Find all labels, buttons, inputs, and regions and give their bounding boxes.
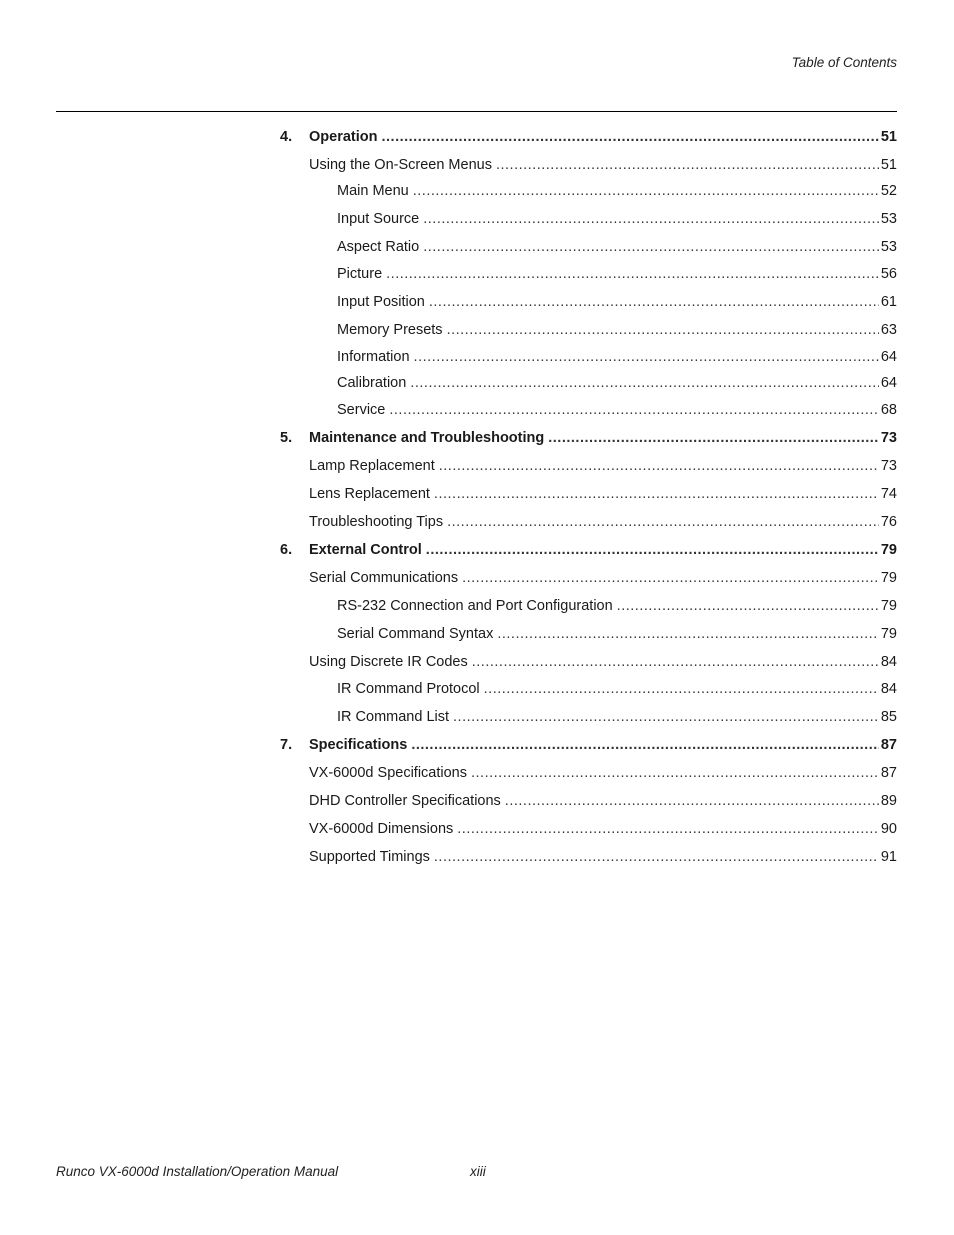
toc-dot-leader bbox=[411, 736, 879, 754]
toc-entry[interactable] bbox=[337, 321, 897, 339]
toc-entry-page: 85 bbox=[880, 709, 897, 725]
toc-dot-leader bbox=[414, 348, 879, 366]
toc-dot-leader bbox=[434, 485, 879, 503]
toc-dot-leader bbox=[462, 569, 879, 587]
toc-entry-title: Troubleshooting Tips bbox=[309, 514, 444, 530]
toc-entry-page: 73 bbox=[880, 458, 897, 474]
toc-entry-title: External Control bbox=[309, 542, 422, 558]
toc-dot-leader bbox=[423, 210, 879, 228]
toc-entry-title: IR Command Protocol bbox=[337, 681, 480, 697]
toc-entry-page: 89 bbox=[880, 793, 897, 809]
toc-entry-title: Serial Command Syntax bbox=[337, 626, 494, 642]
toc-entry-title: Specifications bbox=[309, 737, 408, 753]
toc-entry-page: 74 bbox=[880, 486, 897, 502]
toc-entry-page: 84 bbox=[880, 654, 897, 670]
toc-entry[interactable] bbox=[337, 401, 897, 419]
toc-entry[interactable] bbox=[280, 429, 897, 447]
toc-dot-leader bbox=[386, 265, 879, 283]
toc-entry-title: Supported Timings bbox=[309, 849, 430, 865]
toc-dot-leader bbox=[617, 597, 879, 615]
toc-dot-leader bbox=[471, 764, 879, 782]
toc-dot-leader bbox=[426, 541, 879, 559]
toc-entry-page: 87 bbox=[880, 737, 897, 753]
toc-dot-leader bbox=[389, 401, 879, 419]
toc-entry-title: Calibration bbox=[337, 375, 407, 391]
toc-entry[interactable] bbox=[280, 128, 897, 146]
toc-entry[interactable] bbox=[280, 541, 897, 559]
footer-manual-title: Runco VX-6000d Installation/Operation Manual bbox=[56, 1164, 339, 1179]
toc-dot-leader bbox=[497, 625, 879, 643]
toc-entry-page: 79 bbox=[880, 626, 897, 642]
toc-entry-page: 51 bbox=[880, 129, 897, 145]
toc-dot-leader bbox=[439, 457, 879, 475]
toc-entry-title: Memory Presets bbox=[337, 322, 443, 338]
toc-entry[interactable] bbox=[309, 820, 897, 838]
toc-entry[interactable] bbox=[337, 597, 897, 615]
toc-dot-leader bbox=[447, 321, 879, 339]
toc-entry[interactable] bbox=[309, 764, 897, 782]
toc-entry-number: 7. bbox=[280, 737, 293, 753]
toc-dot-leader bbox=[434, 848, 879, 866]
toc-entry-page: 53 bbox=[880, 211, 897, 227]
toc-entry[interactable] bbox=[337, 680, 897, 698]
toc-entry-page: 53 bbox=[880, 239, 897, 255]
toc-entry[interactable] bbox=[309, 792, 897, 810]
toc-dot-leader bbox=[457, 820, 879, 838]
toc-entry-number: 6. bbox=[280, 542, 293, 558]
toc-entry-page: 79 bbox=[880, 570, 897, 586]
toc-entry-title: VX-6000d Dimensions bbox=[309, 821, 454, 837]
toc-entry-number: 4. bbox=[280, 129, 293, 145]
toc-dot-leader bbox=[484, 680, 879, 698]
toc-entry-page: 87 bbox=[880, 765, 897, 781]
toc-entry[interactable] bbox=[337, 348, 897, 366]
toc-dot-leader bbox=[496, 156, 879, 174]
toc-entry[interactable] bbox=[309, 457, 897, 475]
toc-entry-page: 64 bbox=[880, 375, 897, 391]
toc-dot-leader bbox=[505, 792, 879, 810]
toc-entry-page: 79 bbox=[880, 542, 897, 558]
toc-entry[interactable] bbox=[309, 485, 897, 503]
toc-entry[interactable] bbox=[280, 736, 897, 754]
toc-entry-title: Input Source bbox=[337, 211, 420, 227]
toc-entry[interactable] bbox=[337, 374, 897, 392]
toc-entry[interactable] bbox=[337, 182, 897, 200]
toc-entry[interactable] bbox=[337, 265, 897, 283]
toc-entry-page: 64 bbox=[880, 349, 897, 365]
toc-entry-title: VX-6000d Specifications bbox=[309, 765, 467, 781]
toc-entry[interactable] bbox=[309, 513, 897, 531]
toc-entry-page: 68 bbox=[880, 402, 897, 418]
toc-entry-page: 90 bbox=[880, 821, 897, 837]
toc-dot-leader bbox=[423, 238, 879, 256]
toc-entry-title: Aspect Ratio bbox=[337, 239, 420, 255]
toc-entry-title: IR Command List bbox=[337, 709, 450, 725]
toc-entry-title: Using Discrete IR Codes bbox=[309, 654, 468, 670]
toc-entry[interactable] bbox=[337, 238, 897, 256]
footer-page-number: xiii bbox=[470, 1164, 486, 1179]
toc-entry[interactable] bbox=[309, 156, 897, 174]
toc-dot-leader bbox=[447, 513, 879, 531]
toc-dot-leader bbox=[472, 653, 879, 671]
toc-entry-page: 56 bbox=[880, 266, 897, 282]
running-header-title: Table of Contents bbox=[791, 55, 897, 70]
toc-entry-title: Lens Replacement bbox=[309, 486, 430, 502]
toc-entry[interactable] bbox=[337, 625, 897, 643]
toc-dot-leader bbox=[453, 708, 879, 726]
toc-entry-title: Input Position bbox=[337, 294, 425, 310]
toc-entry-title: Service bbox=[337, 402, 386, 418]
toc-entry-title: Picture bbox=[337, 266, 383, 282]
toc-entry-page: 61 bbox=[880, 294, 897, 310]
toc-entry-page: 52 bbox=[880, 183, 897, 199]
toc-entry-title: Using the On-Screen Menus bbox=[309, 157, 492, 173]
toc-entry[interactable] bbox=[337, 210, 897, 228]
toc-entry-title: Serial Communications bbox=[309, 570, 459, 586]
toc-entry-title: Main Menu bbox=[337, 183, 409, 199]
toc-entry-page: 51 bbox=[880, 157, 897, 173]
toc-entry-page: 73 bbox=[880, 430, 897, 446]
toc-entry-title: Maintenance and Troubleshooting bbox=[309, 430, 545, 446]
toc-entry-page: 84 bbox=[880, 681, 897, 697]
toc-entry-page: 76 bbox=[880, 514, 897, 530]
toc-dot-leader bbox=[429, 293, 879, 311]
toc-entry[interactable] bbox=[309, 848, 897, 866]
toc-entry-number: 5. bbox=[280, 430, 293, 446]
toc-dot-leader bbox=[381, 128, 878, 146]
toc-entry-page: 63 bbox=[880, 322, 897, 338]
toc-entry[interactable] bbox=[337, 293, 897, 311]
toc-entry-page: 91 bbox=[880, 849, 897, 865]
toc-dot-leader bbox=[410, 374, 879, 392]
toc-dot-leader bbox=[548, 429, 879, 447]
toc-entry-title: DHD Controller Specifications bbox=[309, 793, 501, 809]
toc-entry-title: Information bbox=[337, 349, 410, 365]
toc-entry[interactable] bbox=[309, 653, 897, 671]
toc-entry-title: RS-232 Connection and Port Configuration bbox=[337, 598, 613, 614]
toc-entry-title: Operation bbox=[309, 129, 378, 145]
toc-entry-title: Lamp Replacement bbox=[309, 458, 435, 474]
toc-entry[interactable] bbox=[337, 708, 897, 726]
toc-dot-leader bbox=[413, 182, 879, 200]
toc-entry[interactable] bbox=[309, 569, 897, 587]
toc-entry-page: 79 bbox=[880, 598, 897, 614]
